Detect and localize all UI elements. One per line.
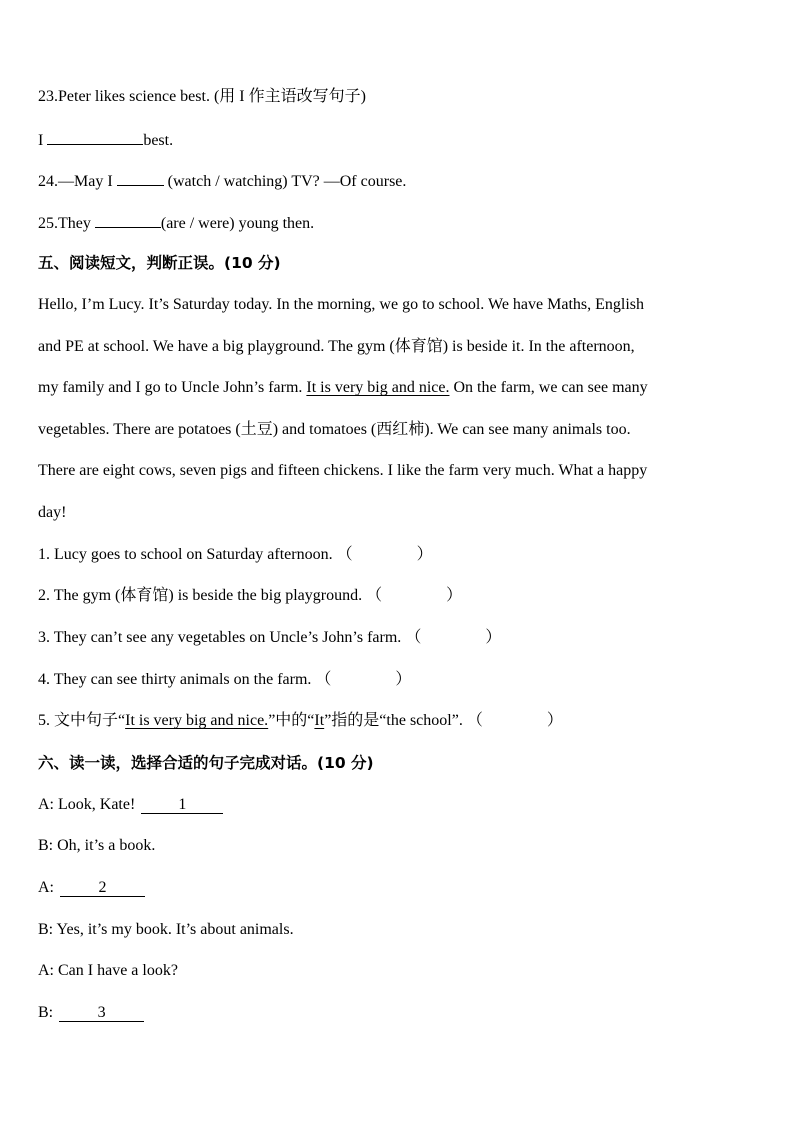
tf-item-2-answer[interactable]: （ ） (366, 587, 463, 604)
dialogue-line-1 (38, 795, 223, 815)
passage-line-3 (38, 378, 648, 398)
speaker-label: A: (38, 796, 54, 813)
tf-item-1-answer[interactable]: （ ） (336, 546, 433, 563)
dialogue-blank-1[interactable]: 1 (141, 796, 223, 814)
dialogue-line-4 (38, 920, 294, 940)
dialogue-line-6 (38, 1003, 144, 1023)
passage-line-4: vegetables. There are potatoes (土豆) and tomatoes (西红柿). We can see many animals too. (38, 421, 631, 438)
answer-blank-24[interactable] (117, 170, 164, 186)
question-24-after: (watch / watching) TV? —Of course. (167, 173, 407, 190)
tf-item-5-it: It (314, 712, 325, 729)
passage-underlined-sentence: It is very big and nice. (306, 379, 450, 396)
passage-line-5: There are eight cows, seven pigs and fifteen chickens. I like the farm very much. What a happy (38, 462, 648, 479)
speaker-label: B: (38, 921, 54, 938)
question-24 (38, 170, 406, 192)
tf-item-4-text: 4. They can see thirty animals on the farm. (38, 671, 312, 688)
tf-item-4-answer[interactable]: （ ） (315, 671, 412, 688)
tf-item-3-text: 3. They can’t see any vegetables on Uncle’s John’s farm. (38, 629, 402, 646)
tf-item-5-suffix: ”指的是“the school”. (324, 712, 463, 729)
dialogue-text: Oh, it’s a book. (57, 837, 156, 854)
tf-item-4 (38, 670, 411, 690)
question-23-text: 23.Peter likes science best. (用 I 作主语改写句子) (38, 88, 366, 105)
tf-item-2-text: 2. The gym (体育馆) is beside the big playground. (38, 587, 363, 604)
tf-item-5-answer[interactable]: （ ） (466, 712, 563, 729)
tf-item-5-quoted: It is very big and nice. (125, 712, 269, 729)
speaker-label: B: (38, 1004, 54, 1021)
speaker-label: B: (38, 837, 54, 854)
question-25 (38, 212, 314, 234)
question-23 (38, 87, 366, 107)
question-24-before: 24.—May I (38, 173, 113, 190)
dialogue-text: Yes, it’s my book. It’s about animals. (56, 921, 294, 938)
dialogue-line-2 (38, 836, 155, 856)
question-25-after: (are / were) young then. (160, 215, 315, 232)
tf-item-3-answer[interactable]: （ ） (405, 629, 502, 646)
section-6-title: 六、读一读，选择合适的句子完成对话。(10 分) (38, 754, 374, 772)
passage-line-6: day! (38, 504, 67, 521)
tf-item-1-text: 1. Lucy goes to school on Saturday afternoon. (38, 546, 333, 563)
dialogue-blank-2[interactable]: 2 (60, 879, 145, 897)
tf-item-1 (38, 545, 433, 565)
answer-suffix: best. (143, 132, 174, 149)
section-5-title: 五、阅读短文，判断正误。(10 分) (38, 254, 281, 272)
tf-item-5-prefix: 5. 文中句子“ (38, 712, 126, 729)
answer-prefix: I (38, 132, 44, 149)
passage-line-1: Hello, I’m Lucy. It’s Saturday today. In the morning, we go to school. We have Maths, English (38, 296, 645, 313)
dialogue-blank-3[interactable]: 3 (59, 1004, 144, 1022)
passage-line-3-a: my family and I go to Uncle John’s farm. (38, 379, 303, 396)
passage-line-2: and PE at school. We have a big playground. The gym (体育馆) is beside it. In the afternoon, (38, 338, 635, 355)
tf-item-2 (38, 586, 462, 606)
question-23-answer-line (38, 129, 173, 151)
passage-line-3-b: On the farm, we can see many (449, 379, 648, 396)
speaker-label: A: (38, 962, 54, 979)
question-25-before: 25.They (38, 215, 91, 232)
speaker-label: A: (38, 879, 54, 896)
tf-item-5 (38, 711, 563, 731)
dialogue-text: Can I have a look? (58, 962, 178, 979)
answer-blank-25[interactable] (95, 212, 161, 228)
tf-item-5-mid: ”中的“ (268, 712, 315, 729)
dialogue-line-3 (38, 878, 145, 898)
answer-blank-23[interactable] (47, 129, 143, 145)
tf-item-3 (38, 628, 501, 648)
dialogue-line-5 (38, 961, 178, 981)
dialogue-text: Look, Kate! (58, 796, 136, 813)
